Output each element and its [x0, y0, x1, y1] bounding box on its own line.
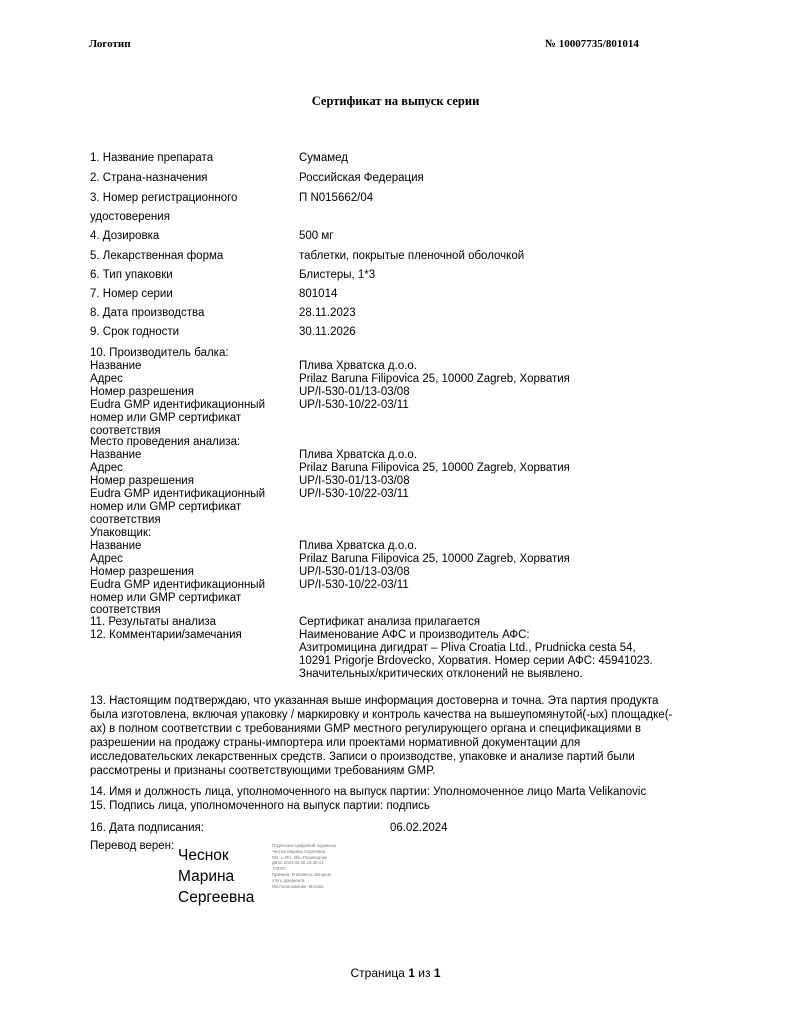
field-label: удостоверения [90, 211, 170, 223]
stamp-line: Дата: 2024.02.06 15:20:41 [272, 860, 324, 866]
row-label: Номер разрешения [90, 475, 194, 487]
signature-name-line: Сергеевна [178, 889, 255, 906]
row-label: номер или GMP сертификат [90, 592, 242, 604]
results-value: Сертификат анализа прилагается [299, 616, 481, 628]
paragraph-line: разрешении на продажу страны-импортера или проектами нормативной документации для [90, 737, 581, 749]
field-value: таблетки, покрытые пленочной оболочкой [299, 250, 525, 262]
section-heading: 10. Производитель балка: [90, 347, 229, 359]
paragraph-line: была изготовлена, включая упаковку / маркировку и контроль качества на вышеупомянутой(-ых) площадке(- [90, 709, 673, 721]
signing-date-label: 16. Дата подписания: [90, 822, 204, 834]
row-label: Адрес [90, 553, 123, 565]
stamp-line: DN: c=RU, title=Переводчик [272, 854, 327, 860]
comments-line: Азитромицина дигидрат – Pliva Croatia Ltd., Prudnicka cesta 54, [299, 642, 636, 654]
comments-line: Наименование АФС и производитель АФС: [299, 629, 530, 641]
row-value: UP/I-530-10/22-03/11 [299, 488, 409, 500]
row-label: Eudra GMP идентификационный [90, 488, 265, 500]
row-value: Плива Хрватска д.о.о. [299, 449, 418, 461]
row-label: Название [90, 540, 142, 552]
field-value: Блистеры, 1*3 [299, 269, 376, 281]
paragraph-line: 13. Настоящим подтверждаю, что указанная выше информация достоверна и точна. Эта партия продукта [90, 695, 659, 707]
document-number: № 10007735/801014 [545, 38, 639, 50]
row-value: Prilaz Baruna Filipovica 25, 10000 Zagreb, Хорватия [299, 462, 570, 474]
field-label: 5. Лекарственная форма [90, 250, 224, 262]
footer-page-current: 1 [408, 966, 415, 980]
field-label: 8. Дата производства [90, 307, 205, 319]
row-label: Eudra GMP идентификационный [90, 399, 265, 411]
row-label: Номер разрешения [90, 566, 194, 578]
stamp-line: этого документа [272, 877, 305, 883]
block-title: Упаковщик: [90, 527, 152, 539]
field-label: 2. Страна-назначения [90, 172, 208, 184]
field-label: 3. Номер регистрационного [90, 192, 238, 204]
row-value: UP/I-530-01/13-03/08 [299, 475, 410, 487]
row-label: Адрес [90, 462, 123, 474]
row-value: Плива Хрватска д.о.о. [299, 540, 418, 552]
logo-placeholder: Логотип [89, 38, 131, 50]
row-label: номер или GMP сертификат [90, 501, 242, 513]
field-label: 1. Название препарата [90, 152, 214, 164]
signature-name-line: Марина [178, 868, 235, 885]
paragraph-line: исследовательских лекарственных средств. Записи о производстве, упаковке и анализе партий были [90, 751, 635, 763]
row-label: Eudra GMP идентификационный [90, 579, 265, 591]
comments-line: 10291 Prigorje Brdovecko, Хорватия. Номер серии АФС: 45941023. [299, 655, 653, 667]
paragraph-line: рассмотрены и признаны соответствующими требованиям GMP. [90, 765, 436, 777]
row-label: соответствия [90, 604, 161, 616]
field-value: П N015662/04 [299, 192, 374, 204]
field-value: Российская Федерация [299, 172, 424, 184]
page-footer [0, 966, 791, 980]
comments-line: Значительных/критических отклонений не выявлено. [299, 668, 583, 680]
stamp-line: Чеснок Марина Сергеевна [272, 848, 326, 854]
stamp-line: Причина: Я являюсь автором [272, 871, 331, 877]
row-value: UP/I-530-10/22-03/11 [299, 399, 409, 411]
row-value: UP/I-530-10/22-03/11 [299, 579, 409, 591]
field-value: 30.11.2026 [299, 326, 356, 338]
footer-page-word: Страница [350, 966, 405, 980]
row-value: Плива Хрватска д.о.о. [299, 360, 418, 372]
comments-label: 12. Комментарии/замечания [90, 629, 242, 641]
stamp-line: Местоположение: Москва [272, 883, 324, 889]
field-value: 28.11.2023 [299, 307, 356, 319]
row-label: номер или GMP сертификат [90, 412, 242, 424]
row-label: соответствия [90, 514, 161, 526]
page-title: Сертификат на выпуск серии [311, 94, 480, 108]
authorized-person: 14. Имя и должность лица, уполномоченного на выпуск партии: Уполномоченное лицо Marta Velikanovic [90, 786, 647, 798]
paragraph-line: ах) в полном соответствии с требованиями GMP местного регулирующего органа и спецификациями в [90, 723, 641, 735]
signing-date-value: 06.02.2024 [390, 822, 448, 834]
block-title: Место проведения анализа: [90, 436, 241, 448]
field-label: 7. Номер серии [90, 288, 173, 300]
row-label: Номер разрешения [90, 386, 194, 398]
field-value: 801014 [299, 288, 338, 300]
row-value: Prilaz Baruna Filipovica 25, 10000 Zagreb, Хорватия [299, 373, 570, 385]
footer-of-word: из [418, 966, 431, 980]
stamp-line: +03'00' [272, 866, 286, 872]
footer-page-total: 1 [433, 966, 441, 980]
field-value: Сумамед [299, 152, 348, 164]
stamp-line: Подписано цифровой подписью [272, 843, 336, 848]
row-label: Название [90, 360, 142, 372]
row-value: UP/I-530-01/13-03/08 [299, 566, 410, 578]
signature-line: 15. Подпись лица, уполномоченного на выпуск партии: подпись [90, 800, 430, 812]
results-label: 11. Результаты анализа [90, 616, 217, 628]
row-label: Адрес [90, 373, 123, 385]
row-label: соответствия [90, 425, 161, 437]
signature-name-line: Чеснок [178, 847, 229, 864]
field-label: 4. Дозировка [90, 230, 160, 242]
digital-signature-stamp [272, 843, 367, 889]
row-value: Prilaz Baruna Filipovica 25, 10000 Zagreb, Хорватия [299, 553, 570, 565]
translation-label: Перевод верен: [90, 840, 175, 852]
field-label: 6. Тип упаковки [90, 269, 173, 281]
field-value: 500 мг [299, 230, 334, 242]
row-value: UP/I-530-01/13-03/08 [299, 386, 410, 398]
field-label: 9. Срок годности [90, 326, 180, 338]
row-label: Название [90, 449, 142, 461]
